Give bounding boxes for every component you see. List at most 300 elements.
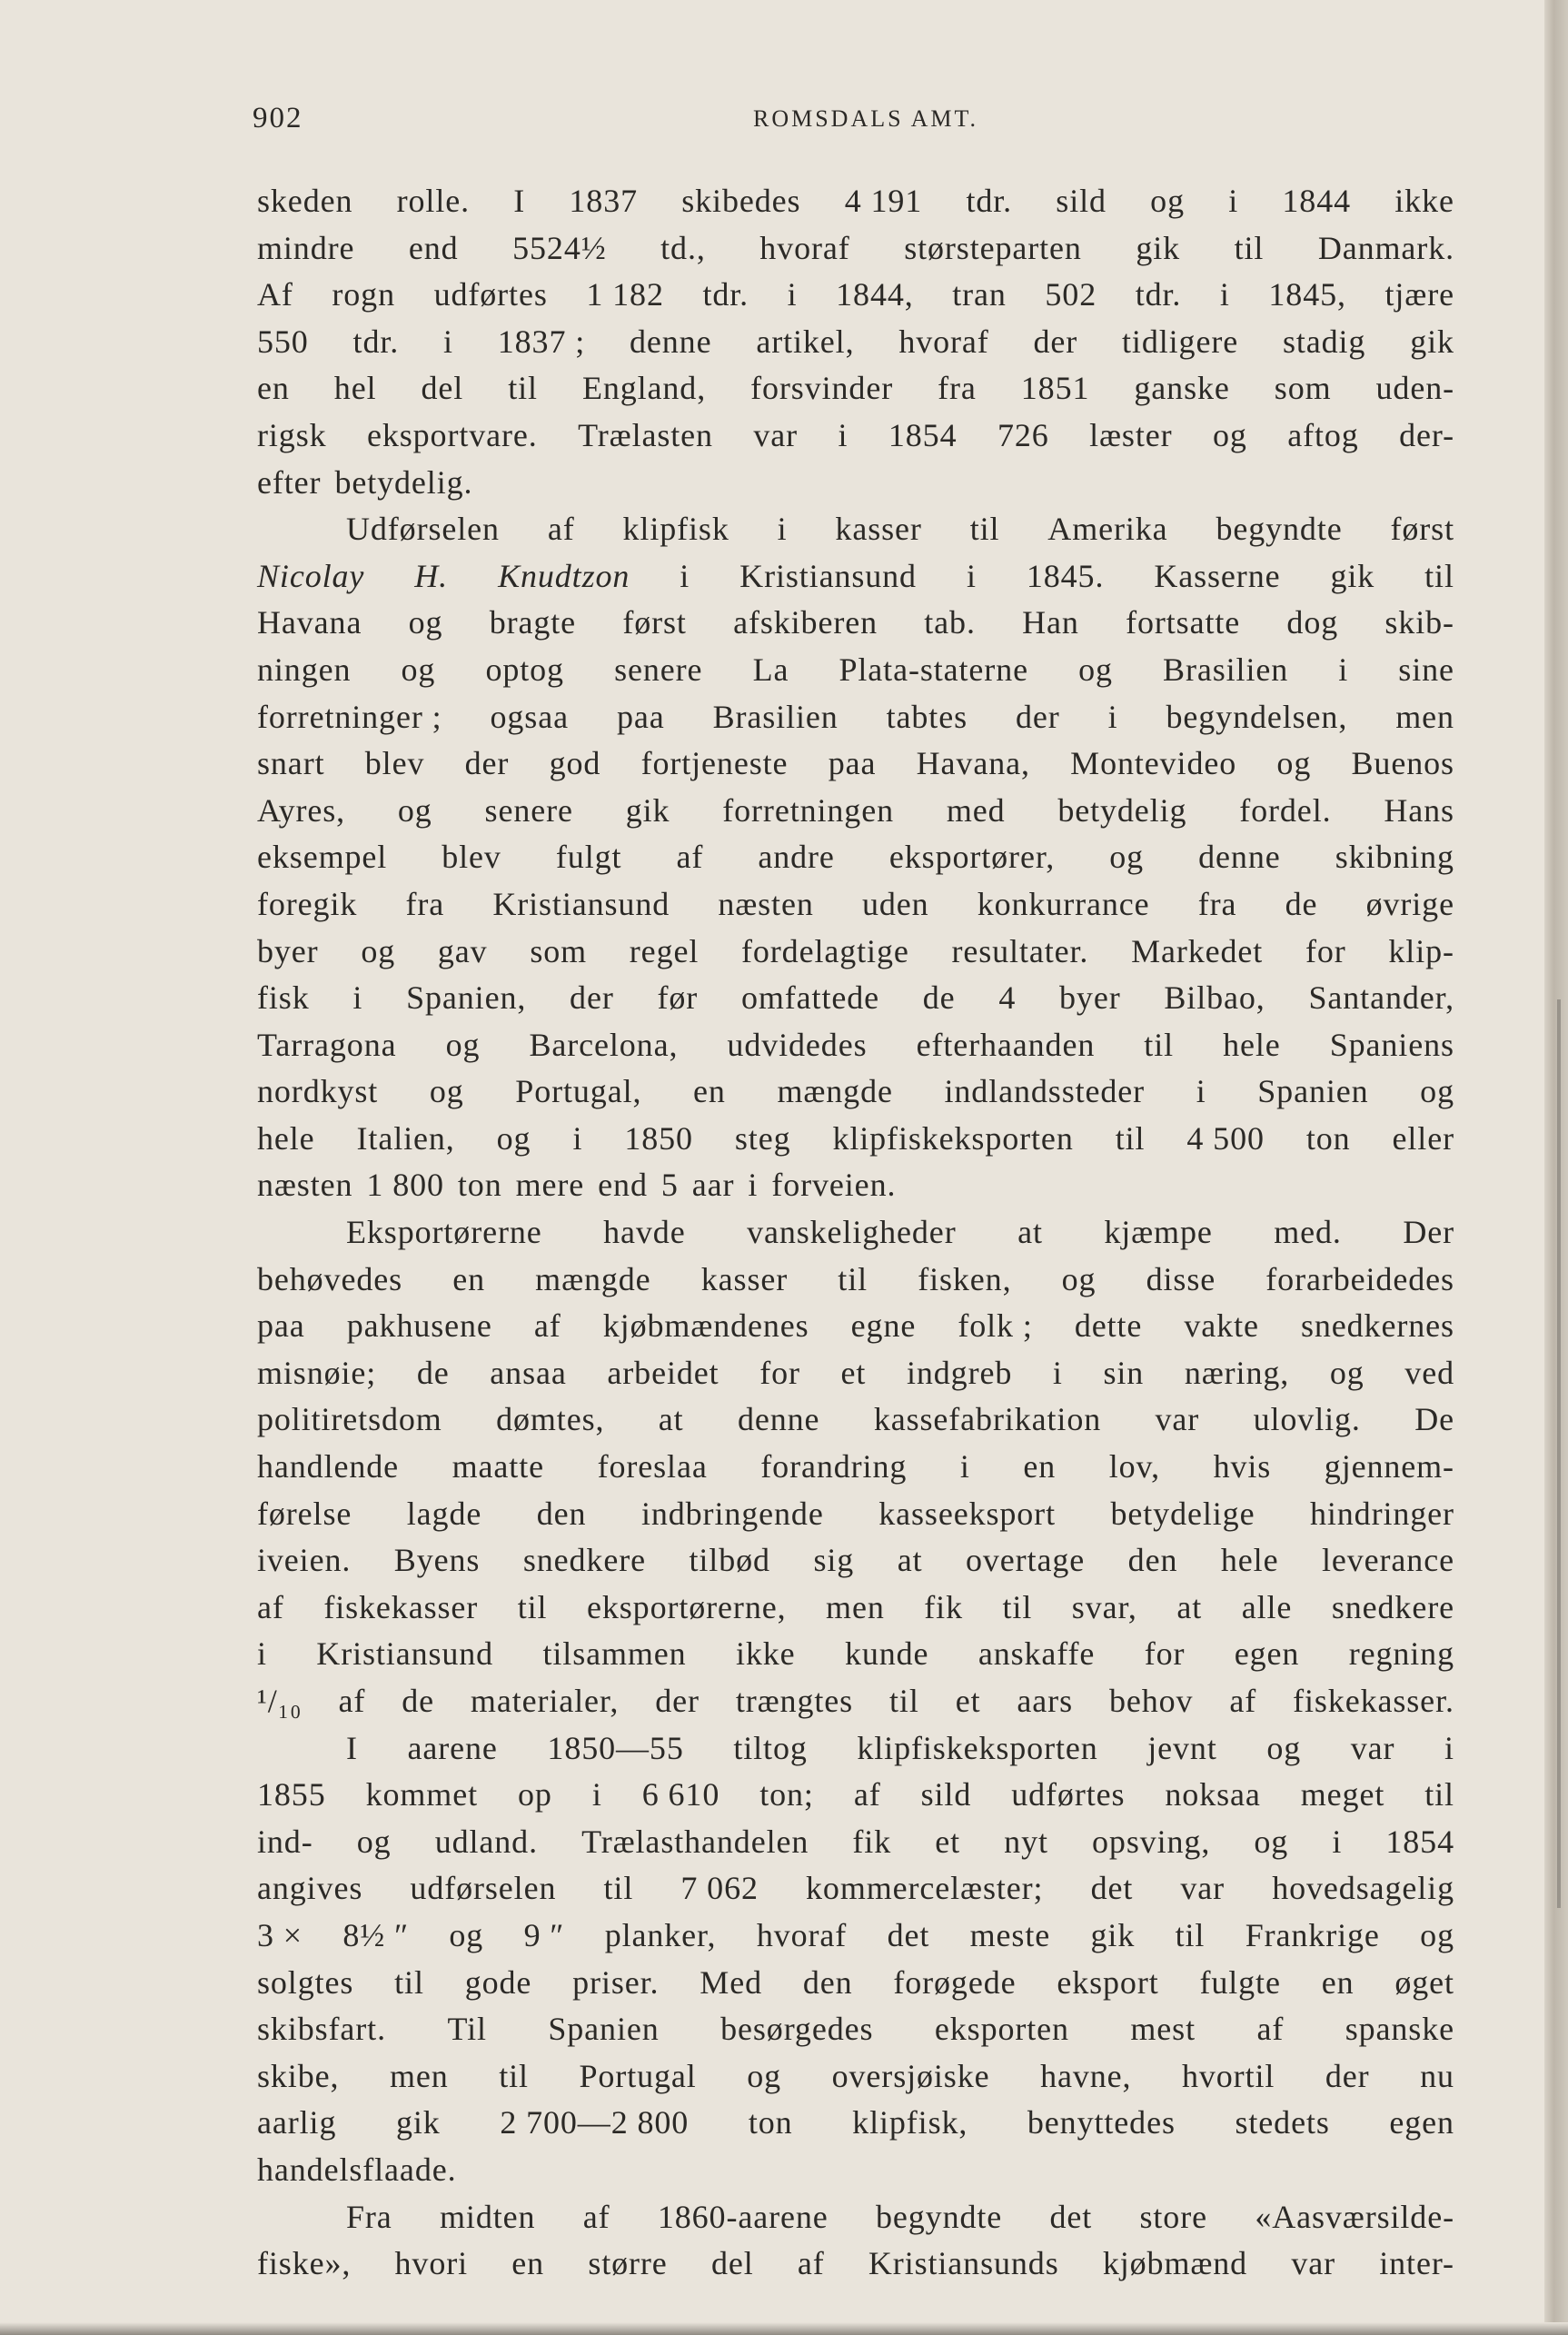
- word: Havana,: [916, 745, 1030, 782]
- word: mængde: [777, 1073, 893, 1110]
- word: misnøie;: [257, 1354, 377, 1391]
- word: i: [748, 1167, 759, 1204]
- word: handlende: [257, 1448, 400, 1485]
- word: Buenos: [1351, 745, 1454, 782]
- word: der: [464, 745, 510, 782]
- text-line: [257, 460, 1454, 507]
- word: Santander,: [1308, 979, 1454, 1017]
- word: kjæmpe: [1104, 1214, 1213, 1251]
- word: gik: [1136, 229, 1181, 266]
- word: 1844,: [836, 276, 914, 313]
- word: mere: [515, 1167, 585, 1204]
- word: fordelagtige: [741, 932, 909, 969]
- word: til: [889, 1683, 919, 1719]
- word: indbringende: [640, 1495, 824, 1532]
- word: 1837 ;: [497, 323, 586, 360]
- text-line: [257, 1257, 1454, 1304]
- word: til: [1234, 229, 1265, 266]
- word: Spanien,: [406, 979, 527, 1017]
- word: anskaffe: [978, 1635, 1096, 1673]
- word: fortjeneste: [640, 745, 789, 782]
- text-line: [257, 600, 1454, 647]
- word: paa: [828, 745, 877, 782]
- word: en: [452, 1260, 485, 1297]
- word: tdr.: [702, 276, 749, 313]
- word: meste: [969, 1916, 1051, 1953]
- word: og: [1109, 839, 1145, 876]
- word: H.: [414, 557, 449, 594]
- text-line: [257, 1396, 1454, 1444]
- word: De: [1414, 1401, 1454, 1438]
- word: 502: [1045, 276, 1097, 313]
- word: maatte: [452, 1448, 544, 1485]
- text-line: [257, 553, 1454, 601]
- word: havne,: [1040, 2057, 1132, 2094]
- word: blev: [442, 839, 501, 876]
- word: en: [257, 370, 290, 407]
- word: fiskekasser: [323, 1588, 479, 1625]
- word: en: [693, 1073, 726, 1110]
- word: betydelig: [1057, 791, 1187, 829]
- word: førelse: [257, 1495, 352, 1532]
- word: de: [402, 1683, 434, 1719]
- word: behøvedes: [257, 1260, 403, 1297]
- word: rogn: [332, 276, 395, 313]
- word: i: [838, 416, 849, 453]
- word: i: [777, 511, 788, 548]
- word: mest: [1130, 2011, 1196, 2048]
- word: men: [826, 1588, 885, 1625]
- word: eksempel: [257, 839, 388, 876]
- word: lov,: [1108, 1448, 1160, 1485]
- word: hvoraf: [756, 1916, 848, 1953]
- word: at: [658, 1401, 684, 1438]
- word: gik: [1410, 323, 1454, 360]
- word: 1854: [1385, 1823, 1454, 1860]
- word: ¹/₁₀: [257, 1683, 303, 1719]
- word: gik: [395, 2104, 441, 2141]
- word: til: [1144, 1026, 1175, 1063]
- word: 1844: [1282, 183, 1351, 219]
- word: udførtes: [1011, 1776, 1126, 1813]
- text-line: [257, 1491, 1454, 1538]
- word: i: [572, 1119, 583, 1157]
- word: andre: [758, 839, 835, 876]
- word: paa: [257, 1307, 305, 1345]
- word: udvidedes: [727, 1026, 868, 1063]
- word: 1845.: [1026, 557, 1105, 594]
- word: skibedes: [681, 183, 801, 219]
- word: den: [536, 1495, 587, 1532]
- word: klip-: [1388, 932, 1454, 969]
- text-line: [257, 1772, 1454, 1819]
- word: Til: [447, 2011, 487, 2048]
- word: «Aasværsilde-: [1255, 2198, 1454, 2235]
- word: næsten: [718, 885, 814, 922]
- text-line: [257, 1865, 1454, 1913]
- text-line: [257, 365, 1454, 412]
- word: I: [346, 1729, 358, 1766]
- word: fra: [1197, 885, 1237, 922]
- word: skibsfart.: [257, 2011, 386, 2048]
- word: der: [655, 1683, 700, 1719]
- word: i: [1228, 183, 1239, 219]
- word: tdr.: [966, 183, 1013, 219]
- text-line: [257, 975, 1454, 1022]
- word: og: [496, 1119, 531, 1157]
- word: handelsflaade.: [257, 2151, 457, 2188]
- word: meget: [1300, 1776, 1385, 1813]
- word: konkurrance: [977, 885, 1150, 922]
- word: næsten: [257, 1167, 353, 1204]
- word: for: [759, 1354, 800, 1391]
- word: snedkere: [1331, 1588, 1454, 1625]
- word: begyndelsen,: [1166, 698, 1348, 735]
- word: tdr.: [352, 323, 400, 360]
- word: gode: [464, 1963, 532, 2001]
- word: til: [603, 1870, 634, 1907]
- word: og: [397, 791, 432, 829]
- word: ikke: [1394, 183, 1454, 219]
- word: af: [338, 1683, 366, 1719]
- word: ton: [1305, 1119, 1351, 1157]
- word: udførselen: [410, 1870, 557, 1907]
- word: Brasilien: [1163, 651, 1289, 688]
- word: og: [449, 1916, 484, 1953]
- word: Kasserne: [1154, 557, 1281, 594]
- word: angives: [257, 1870, 363, 1907]
- word: i: [1107, 698, 1118, 735]
- word: det: [1049, 2198, 1093, 2235]
- word: alle: [1241, 1588, 1293, 1625]
- word: Nicolay: [257, 557, 365, 594]
- word: Ayres,: [257, 791, 346, 829]
- word: Der: [1403, 1214, 1454, 1251]
- text-line: [257, 506, 1454, 553]
- word: dømtes,: [496, 1401, 605, 1438]
- word: af: [582, 2198, 610, 2235]
- word: del: [710, 2245, 754, 2282]
- word: og: [1420, 1916, 1454, 1953]
- word: forarbeidedes: [1265, 1260, 1454, 1297]
- word: til: [1424, 557, 1454, 594]
- word: gik: [1330, 557, 1375, 594]
- word: hel: [333, 370, 377, 407]
- text-line: [257, 2053, 1454, 2101]
- text-line: [257, 740, 1454, 788]
- running-head: ROMSDALS AMT.: [752, 105, 978, 132]
- word: Spanien: [548, 2011, 660, 2048]
- word: snedkere: [522, 1542, 646, 1579]
- word: store: [1139, 2198, 1207, 2235]
- word: Brasilien: [712, 698, 839, 735]
- word: og: [1266, 1729, 1302, 1766]
- word: i: [1332, 1823, 1343, 1860]
- word: og: [401, 651, 436, 688]
- word: fortsatte: [1126, 604, 1241, 641]
- word: af: [797, 2245, 825, 2282]
- word: aarene: [407, 1729, 498, 1766]
- word: kassefabrikation: [873, 1401, 1102, 1438]
- word: fik: [852, 1823, 892, 1860]
- word: forretningen: [722, 791, 894, 829]
- text-line: [257, 2147, 1454, 2194]
- word: leverance: [1321, 1542, 1454, 1579]
- word: i: [591, 1776, 602, 1813]
- word: byer: [257, 932, 319, 969]
- word: egen: [1389, 2104, 1454, 2141]
- word: tabtes: [886, 698, 968, 735]
- word: først: [622, 604, 687, 641]
- word: snedkernes: [1300, 1307, 1454, 1345]
- word: 8½ ″: [342, 1916, 410, 1953]
- word: Kristiansund: [316, 1635, 494, 1673]
- page-edge-shadow: [1557, 999, 1561, 1908]
- page-edge: [1544, 0, 1568, 2335]
- word: havde: [603, 1214, 686, 1251]
- word: sine: [1398, 651, 1454, 688]
- word: senere: [614, 651, 703, 688]
- word: foreslaa: [597, 1448, 708, 1485]
- word: de: [1285, 885, 1318, 922]
- word: iveien.: [257, 1542, 352, 1579]
- word: til: [838, 1260, 868, 1297]
- text-line: [257, 694, 1454, 741]
- word: med.: [1274, 1214, 1342, 1251]
- word: benyttedes: [1027, 2104, 1176, 2141]
- word: et: [935, 1823, 961, 1860]
- word: til: [1115, 1119, 1146, 1157]
- word: ind-: [257, 1823, 313, 1860]
- word: denne: [737, 1401, 820, 1438]
- text-line: [257, 1585, 1454, 1632]
- word: aarlig: [257, 2104, 337, 2141]
- word: betydelig.: [334, 463, 473, 501]
- word: en: [1023, 1448, 1057, 1485]
- word: hele: [1223, 1026, 1281, 1063]
- word: i: [787, 276, 798, 313]
- word: 1860-aarene: [657, 2198, 829, 2235]
- word: uden: [861, 885, 929, 922]
- word: det: [1090, 1870, 1134, 1907]
- word: forøgede: [893, 1963, 1017, 2001]
- word: øvrige: [1365, 885, 1454, 922]
- word: var: [1350, 1729, 1395, 1766]
- word: et: [955, 1683, 981, 1719]
- word: begyndte: [1216, 511, 1343, 548]
- word: hvis: [1213, 1448, 1272, 1485]
- word: denne: [630, 323, 712, 360]
- word: klipfiskeksporten: [857, 1729, 1098, 1766]
- word: i: [680, 557, 690, 594]
- word: ningen: [257, 651, 352, 688]
- word: 7 062: [680, 1870, 759, 1907]
- word: og: [1329, 1354, 1365, 1391]
- word: 550: [257, 323, 309, 360]
- word: sild: [920, 1776, 972, 1813]
- word: 1850: [624, 1119, 693, 1157]
- word: læster: [1089, 416, 1173, 453]
- word: i: [352, 979, 363, 1017]
- text-line: [257, 2241, 1454, 2288]
- word: eksportørerne,: [586, 1588, 787, 1625]
- word: Kristiansund: [492, 885, 670, 922]
- word: der: [1015, 698, 1060, 735]
- word: til: [1424, 1776, 1454, 1813]
- word: til: [508, 370, 538, 407]
- text-line: [257, 1725, 1454, 1773]
- word: Portugal,: [515, 1073, 642, 1110]
- word: aftog: [1287, 416, 1359, 453]
- text-line: [257, 1022, 1454, 1069]
- word: fiske»,: [257, 2245, 352, 2282]
- word: regning: [1348, 1635, 1454, 1673]
- word: aars: [1017, 1683, 1073, 1719]
- word: gav: [437, 932, 488, 969]
- text-line: [257, 1162, 1454, 1209]
- word: den: [1127, 1542, 1178, 1579]
- word: eksporten: [934, 2011, 1069, 2048]
- word: Fra: [346, 2198, 392, 2235]
- word: fik: [924, 1588, 963, 1625]
- word: skibning: [1335, 839, 1454, 876]
- word: men: [389, 2057, 449, 2094]
- word: efterhaanden: [916, 1026, 1096, 1063]
- word: fulgte: [1199, 1963, 1281, 2001]
- word: Havana: [257, 604, 362, 641]
- word: som: [1274, 370, 1332, 407]
- word: kommercelæster;: [806, 1870, 1044, 1907]
- word: var: [1180, 1870, 1226, 1907]
- word: folk ;: [958, 1307, 1033, 1345]
- word: I: [513, 183, 526, 219]
- word: sig: [813, 1542, 855, 1579]
- text-line: [257, 929, 1454, 976]
- word: at: [1176, 1588, 1203, 1625]
- word: tidligere: [1122, 323, 1239, 360]
- word: egne: [850, 1307, 917, 1345]
- word: hvoraf: [898, 323, 989, 360]
- word: stadig: [1282, 323, 1366, 360]
- text-line: [257, 2006, 1454, 2053]
- word: 5: [660, 1167, 679, 1204]
- text-line: [257, 1303, 1454, 1350]
- word: der: [570, 979, 614, 1017]
- word: fisken,: [918, 1260, 1012, 1297]
- body-text: [257, 178, 1454, 2288]
- word: Kristiansund: [739, 557, 917, 594]
- word: kjøbmænd: [1102, 2245, 1248, 2282]
- word: opsving,: [1092, 1823, 1211, 1860]
- word: før: [657, 979, 699, 1017]
- word: ton;: [759, 1776, 814, 1813]
- word: Plata-staterne: [839, 651, 1028, 688]
- word: nu: [1420, 2057, 1454, 2094]
- word: Trælasten: [578, 416, 713, 453]
- word: England,: [581, 370, 707, 407]
- word: fra: [938, 370, 977, 407]
- text-line: [257, 178, 1454, 225]
- word: var: [1155, 1401, 1200, 1438]
- word: 1850—55: [547, 1729, 684, 1766]
- word: lagde: [406, 1495, 482, 1532]
- word: der: [1325, 2057, 1370, 2094]
- word: af: [257, 1588, 284, 1625]
- word: tjære: [1384, 276, 1454, 313]
- word: i: [1338, 651, 1349, 688]
- word: en: [511, 2245, 545, 2282]
- word: kasser: [835, 511, 922, 548]
- word: og: [1420, 1073, 1454, 1110]
- word: mindre: [257, 229, 355, 266]
- text-line: [257, 1819, 1454, 1866]
- word: af: [1256, 2011, 1285, 2048]
- text-line: [257, 1631, 1454, 1678]
- word: kasser: [700, 1260, 789, 1297]
- word: bragte: [489, 604, 577, 641]
- word: tiltog: [733, 1729, 808, 1766]
- word: Bilbao,: [1164, 979, 1265, 1017]
- word: tilbød: [689, 1542, 770, 1579]
- word: gik: [1090, 1916, 1136, 1953]
- word: Hans: [1384, 791, 1454, 829]
- word: fordel.: [1239, 791, 1332, 829]
- word: ulovlig.: [1253, 1401, 1361, 1438]
- word: som: [530, 932, 588, 969]
- word: jevnt: [1147, 1729, 1217, 1766]
- word: og: [408, 604, 443, 641]
- word: 2 700—2 800: [500, 2104, 690, 2141]
- word: øget: [1394, 1963, 1454, 2001]
- word: og: [445, 1026, 481, 1063]
- word: Portugal: [579, 2057, 697, 2094]
- word: og: [429, 1073, 464, 1110]
- word: kjøbmændenes: [602, 1307, 809, 1345]
- word: materialer,: [470, 1683, 620, 1719]
- word: politiretsdom: [257, 1401, 442, 1438]
- word: 5524½: [512, 229, 607, 266]
- word: inter-: [1379, 2245, 1454, 2282]
- word: og: [1254, 1823, 1289, 1860]
- word: eksport: [1057, 1963, 1159, 2001]
- word: til: [394, 1963, 424, 2001]
- word: og: [356, 1823, 392, 1860]
- word: Italien,: [356, 1119, 455, 1157]
- word: til: [499, 2057, 529, 2094]
- text-line: [257, 1913, 1454, 1960]
- word: hovedsagelig: [1272, 1870, 1454, 1907]
- word: klipfisk: [622, 511, 729, 548]
- word: Trælasthandelen: [581, 1823, 809, 1860]
- word: udførtes: [433, 276, 548, 313]
- word: op: [518, 1776, 552, 1813]
- word: og: [1061, 1260, 1097, 1297]
- word: klipfisk,: [852, 2104, 968, 2141]
- word: kommet: [365, 1776, 478, 1813]
- word: fra: [405, 885, 445, 922]
- text-line: [257, 788, 1454, 835]
- word: Frankrige: [1245, 1916, 1380, 1953]
- word: 3 ×: [257, 1916, 303, 1953]
- word: Han: [1022, 604, 1079, 641]
- word: 1855: [257, 1776, 326, 1813]
- word: gik: [625, 791, 670, 829]
- word: af: [676, 839, 704, 876]
- word: Med: [700, 1963, 762, 2001]
- word: dog: [1286, 604, 1339, 641]
- word: paa: [616, 698, 665, 735]
- word: steg: [734, 1119, 791, 1157]
